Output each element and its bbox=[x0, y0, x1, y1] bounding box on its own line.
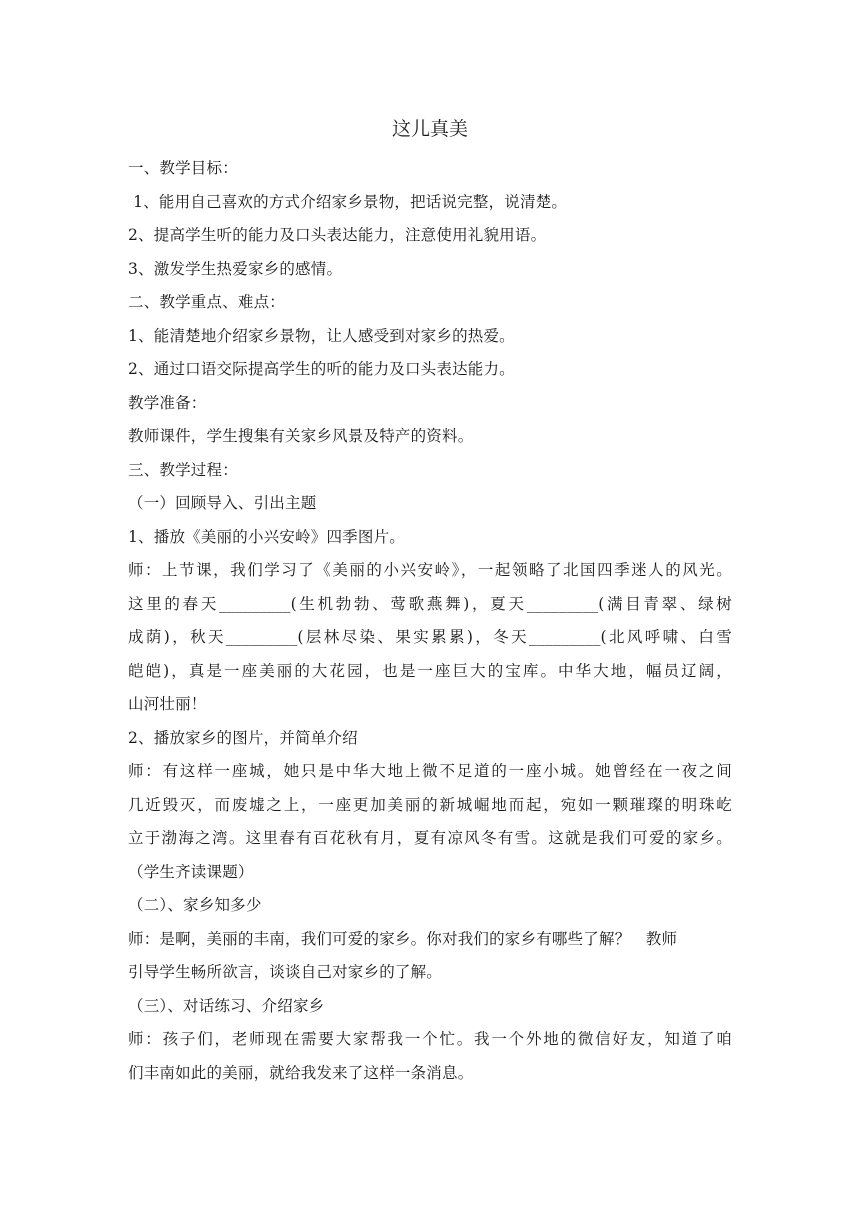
section-heading-process: 三、教学过程： bbox=[128, 460, 238, 479]
document-title: 这儿真美 bbox=[391, 118, 468, 140]
paragraph-line: 师：有这样一座城，她只是中华大地上微不足道的一座小城。她曾经在一夜之间 bbox=[128, 762, 732, 780]
subsection-heading: （二）、家乡知多少 bbox=[128, 896, 262, 914]
objective-item: 2、提高学生听的能力及口头表达能力，注意使用礼貌用语。 bbox=[128, 226, 547, 244]
section-heading-objectives: 一、教学目标： bbox=[128, 159, 238, 177]
paragraph-line: 皑皑)，真是一座美丽的大花园，也是一座巨大的宝库。中华大地，幅员辽阔， bbox=[128, 661, 732, 680]
paragraph-line: 山河壮丽！ bbox=[128, 695, 207, 713]
key-point-item: 2、通过口语交际提高学生的听的能力及口头表达能力。 bbox=[128, 360, 515, 378]
paragraph-line: 1、播放《美丽的小兴安岭》四季图片。 bbox=[128, 527, 405, 546]
paragraph-line: 师：上节课，我们学习了《美丽的小兴安岭》，一起领略了北国四季迷人的风光。 bbox=[128, 561, 732, 579]
paragraph-line: 2、播放家乡的图片，并简单介绍 bbox=[128, 728, 358, 747]
key-point-item: 1、能清楚地介绍家乡景物，让人感受到对家乡的热爱。 bbox=[128, 326, 515, 345]
objective-item: 3、激发学生热爱家乡的感情。 bbox=[128, 259, 343, 278]
paragraph-line: （学生齐读课题） bbox=[128, 862, 254, 881]
paragraph-line: 师：是啊，美丽的丰南，我们可爱的家乡。你对我们的家乡有哪些了解？ 教师 bbox=[128, 929, 678, 948]
document-body bbox=[128, 152, 732, 1090]
paragraph-line: 成荫)，秋天_________(层林尽染、果实累累)，冬天_________(北风呼啸、白雪 bbox=[128, 628, 732, 646]
paragraph-line: 几近毁灭，而废墟之上，一座更加美丽的新城崛地而起，宛如一颗璀璨的明珠屹 bbox=[128, 795, 732, 814]
subsection-heading: （三）、对话练习、介绍家乡 bbox=[128, 996, 325, 1015]
objective-item: 1、能用自己喜欢的方式介绍家乡景物，把话说完整，说清楚。 bbox=[128, 192, 568, 211]
section-heading-preparation: 教学准备： bbox=[128, 393, 207, 412]
paragraph-line: 立于渤海之湾。这里春有百花秋有月，夏有凉风冬有雪。这就是我们可爱的家乡。 bbox=[128, 829, 732, 847]
paragraph-line: 引导学生畅所欲言，谈谈自己对家乡的了解。 bbox=[128, 963, 443, 981]
paragraph-line: 师：孩子们，老师现在需要大家帮我一个忙。我一个外地的微信好友，知道了咱 bbox=[128, 1030, 732, 1048]
paragraph-line: 这里的春天_________(生机勃勃、莺歌燕舞)，夏天_________(满目青翠、绿树 bbox=[128, 594, 732, 613]
subsection-heading: （一）回顾导入、引出主题 bbox=[128, 494, 317, 512]
paragraph-line: 们丰南如此的美丽，就给我发来了这样一条消息。 bbox=[128, 1063, 474, 1082]
preparation-text: 教师课件，学生搜集有关家乡风景及特产的资料。 bbox=[128, 427, 474, 445]
section-heading-key-points: 二、教学重点、难点： bbox=[128, 293, 286, 311]
